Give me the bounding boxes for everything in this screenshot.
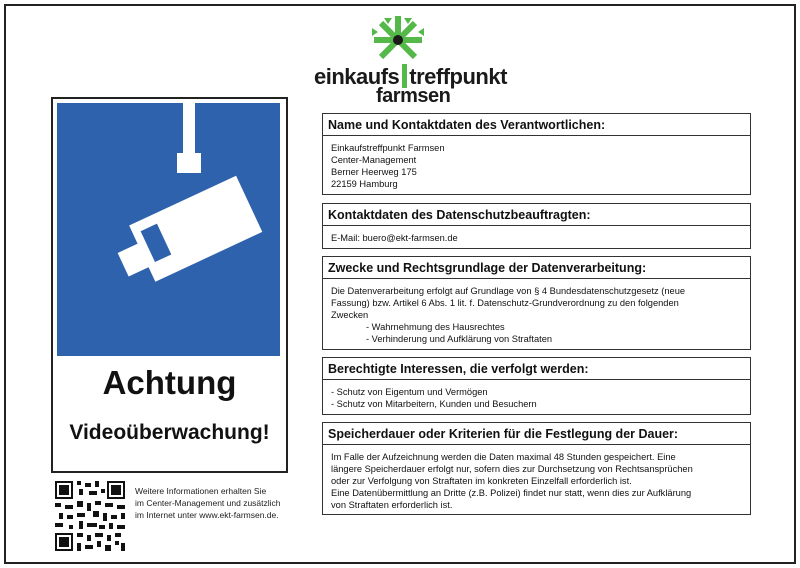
section-title: Kontaktdaten des Datenschutzbeauftragten: — [328, 208, 591, 222]
more-info-line: im Internet unter www.ekt-farmsen.de. — [135, 510, 279, 520]
section-line: Fassung) bzw. Artikel 6 Abs. 1 lit. f. Datenschutz-Grundverordnung zu den folgenden — [331, 298, 679, 308]
more-info-text — [135, 485, 295, 521]
interests-section — [322, 357, 751, 415]
section-line: 22159 Hamburg — [331, 179, 398, 189]
more-info-line: im Center-Management und zusätzlich — [135, 498, 281, 508]
purpose-item: - Wahrnehmung des Hausrechtes — [366, 322, 505, 332]
qr-code — [55, 481, 125, 551]
section-body — [323, 380, 750, 410]
section-body — [323, 445, 750, 511]
interest-item: - Schutz von Eigentum und Vermögen — [331, 387, 488, 397]
sign-blue-panel — [57, 103, 280, 356]
logo-text-treffpunkt: treffpunkt — [409, 64, 507, 89]
section-title: Zwecke und Rechtsgrundlage der Datenverarbeitung: — [328, 261, 647, 275]
sign-subtitle: Videoüberwachung! — [69, 421, 270, 444]
logo-text-farmsen: farmsen — [376, 85, 451, 107]
section-line: Die Datenverarbeitung erfolgt auf Grundlage von § 4 Bundesdatenschutzgesetz (neue — [331, 286, 686, 296]
section-body — [323, 279, 750, 345]
section-line: Center-Management — [331, 155, 417, 165]
logo-asterisk-icon — [370, 14, 426, 70]
section-line: Im Falle der Aufzeichnung werden die Daten maximal 48 Stunden gespeichert. Eine — [331, 452, 676, 462]
dpo-email: E-Mail: buero@ekt-farmsen.de — [331, 233, 458, 243]
section-body — [323, 226, 750, 244]
camera-icon — [57, 103, 280, 356]
logo — [312, 14, 512, 107]
section-line: Zwecken — [331, 310, 369, 320]
video-surveillance-sign — [51, 97, 288, 473]
section-line: längere Speicherdauer erfolgt nur, sofern dies zur Durchsetzung von Rechtsansprüchen — [331, 464, 693, 474]
purpose-item: - Verhinderung und Aufklärung von Straftaten — [366, 334, 553, 344]
section-line: Einkaufstreffpunkt Farmsen — [331, 143, 445, 153]
logo-text-einkaufs: einkaufs — [314, 64, 400, 89]
responsible-section — [322, 113, 751, 195]
more-info-line: Weitere Informationen erhalten Sie — [135, 486, 267, 496]
section-line: Eine Datenübermittlung an Dritte (z.B. Polizei) findet nur statt, wenn dies zur Aufklärung — [331, 488, 692, 498]
interest-item: - Schutz von Mitarbeitern, Kunden und Besuchern — [331, 399, 537, 409]
sign-title: Achtung — [102, 364, 237, 401]
section-line: Berner Heerweg 175 — [331, 167, 417, 177]
section-line: oder zur Verfolgung von Straftaten im konkreten Einzelfall erforderlich ist. — [331, 476, 632, 486]
section-line: von Straftaten erforderlich ist. — [331, 500, 453, 510]
section-body — [323, 136, 750, 190]
dpo-section — [322, 203, 751, 249]
retention-section — [322, 422, 751, 515]
section-title: Berechtigte Interessen, die verfolgt werden: — [328, 362, 589, 376]
purposes-section — [322, 256, 751, 350]
section-title: Speicherdauer oder Kriterien für die Festlegung der Dauer: — [328, 427, 679, 441]
section-title: Name und Kontaktdaten des Verantwortlichen: — [328, 118, 606, 132]
